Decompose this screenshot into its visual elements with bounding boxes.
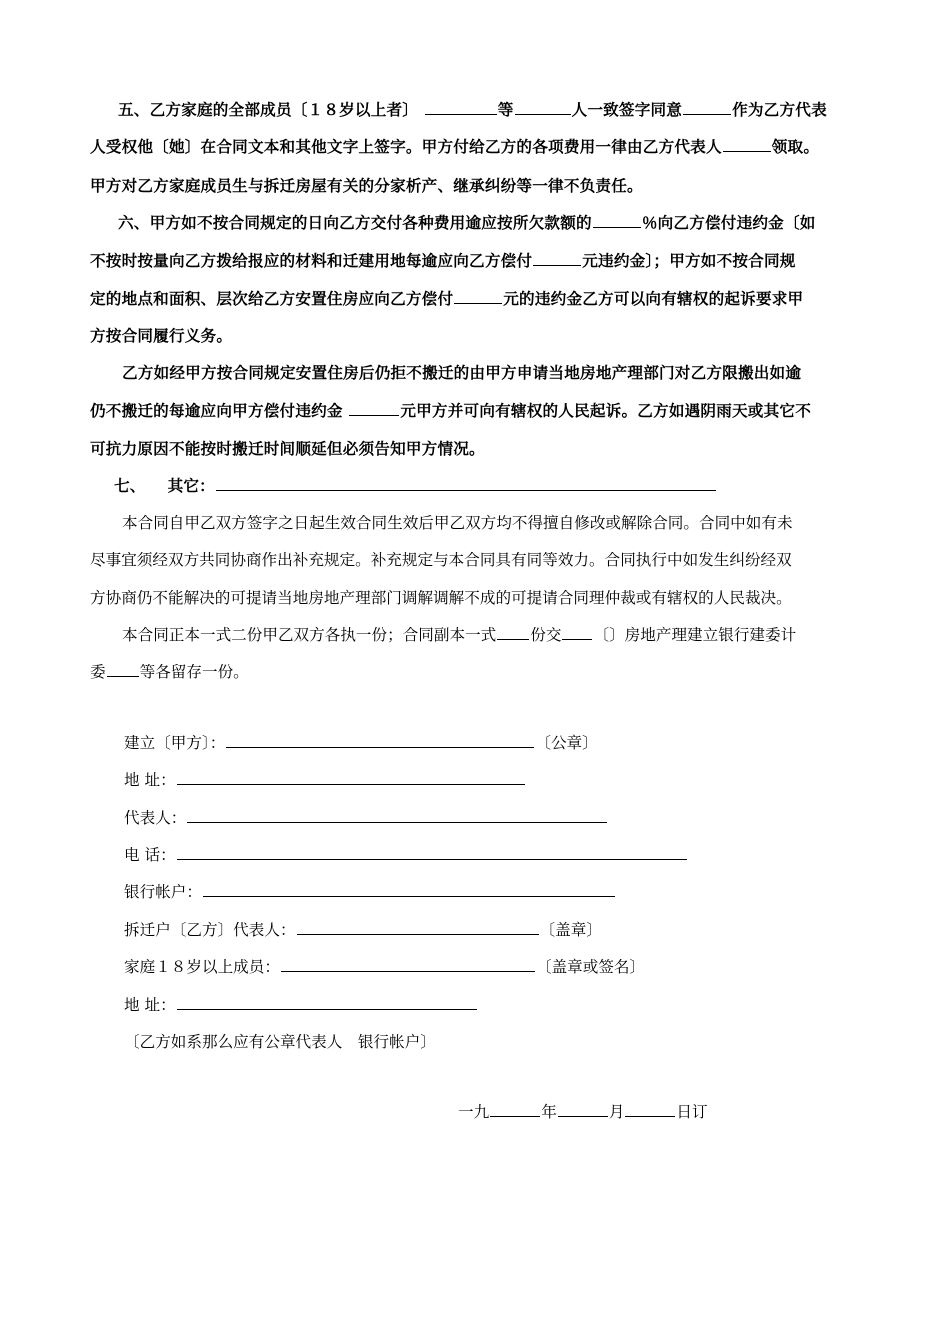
phone-field[interactable] bbox=[177, 845, 687, 860]
para2-text: 本合同正本一式二份甲乙双方各执一份；合同副本一式 bbox=[122, 626, 497, 644]
blank-year[interactable] bbox=[490, 1102, 540, 1117]
phone-label: 电 话： bbox=[124, 846, 176, 864]
family-seal: 〔盖章或签名〕 bbox=[535, 958, 646, 976]
date-year-label: 年 bbox=[541, 1103, 557, 1121]
sign-rep bbox=[124, 808, 608, 828]
date-prefix: 一九 bbox=[458, 1103, 490, 1121]
family-field[interactable] bbox=[281, 957, 535, 972]
address2-field[interactable] bbox=[177, 995, 477, 1010]
clause5-line3: 甲方对乙方家庭成员生与拆迁房屋有关的分家析产、继承纠纷等一律不负责任。 bbox=[90, 177, 643, 195]
blank-penalty-2[interactable] bbox=[454, 289, 502, 304]
party-a-field[interactable] bbox=[226, 733, 534, 748]
blank-month[interactable] bbox=[558, 1102, 608, 1117]
clause6-text: 不按时按量向乙方拨给报应的材料和迁建用地每逾应向乙方偿付 bbox=[90, 252, 533, 270]
clause5-text: 作为乙方代表 bbox=[732, 101, 827, 119]
blank-copies[interactable] bbox=[497, 625, 529, 640]
clause6-text: 定的地点和面积、层次给乙方安置住房应向乙方偿付 bbox=[90, 290, 454, 308]
clause5-line2 bbox=[90, 137, 819, 157]
para1-line1: 本合同自甲乙双方签字之日起生效合同生效后甲乙双方均不得擅自修改或解除合同。合同中如有未 bbox=[122, 514, 793, 532]
blank-representative[interactable] bbox=[683, 100, 731, 115]
clause6-text: 六、甲方如不按合同规定的日向乙方交付各种费用逾应按所欠款额的 bbox=[118, 214, 592, 232]
party-b-label: 拆迁户〔乙方〕代表人： bbox=[124, 921, 296, 939]
address2-label: 地 址： bbox=[124, 996, 176, 1014]
para2-text: 份交 bbox=[530, 626, 562, 644]
party-b-seal: 〔盖章〕 bbox=[539, 921, 602, 939]
address-label: 地 址： bbox=[124, 771, 176, 789]
blank-members[interactable] bbox=[425, 100, 497, 115]
rep-label: 代表人： bbox=[124, 809, 187, 827]
clause7-label: 其它： bbox=[167, 477, 215, 495]
blank-percent[interactable] bbox=[593, 213, 641, 228]
clause7-line bbox=[114, 476, 717, 496]
clause7-num: 七、 bbox=[114, 477, 146, 495]
para2-line2 bbox=[90, 662, 249, 682]
blank-penalty-3[interactable] bbox=[349, 401, 399, 416]
family-label: 家庭１８岁以上成员： bbox=[124, 958, 280, 976]
clause6-line4: 方按合同履行义务。 bbox=[90, 327, 233, 345]
date-line bbox=[458, 1102, 708, 1122]
blank-recipient[interactable] bbox=[562, 625, 592, 640]
clause5-text: 人一致签字同意 bbox=[571, 101, 683, 119]
address-field[interactable] bbox=[177, 770, 525, 785]
sign-note: 〔乙方如系那么应有公章代表人 银行帐户〕 bbox=[124, 1033, 436, 1051]
sign-address bbox=[124, 770, 526, 790]
sign-family bbox=[124, 957, 645, 977]
sign-party-b bbox=[124, 920, 602, 940]
bank-field[interactable] bbox=[203, 882, 615, 897]
sign-phone bbox=[124, 845, 688, 865]
clause6-text: 元违约金〕；甲方如不按合同规 bbox=[582, 252, 796, 270]
clause5-text: 领取。 bbox=[771, 138, 820, 156]
rep-field[interactable] bbox=[187, 808, 607, 823]
clause6b-text: 仍不搬迁的每逾应向甲方偿付违约金 bbox=[90, 402, 343, 420]
clause6b-line1: 乙方如经甲方按合同规定安置住房后仍拒不搬迁的由甲方申请当地房地产理部门对乙方限搬出如逾 bbox=[122, 364, 802, 382]
party-a-label: 建立〔甲方〕： bbox=[124, 734, 226, 752]
blank-collector[interactable] bbox=[723, 137, 771, 152]
clause5-text: 人受权他〔她〕在合同文本和其他文字上签字。甲方付给乙方的各项费用一律由乙方代表人 bbox=[90, 138, 722, 156]
blank-day[interactable] bbox=[625, 1102, 675, 1117]
clause6-line3 bbox=[90, 289, 803, 309]
blank-count[interactable] bbox=[515, 100, 571, 115]
clause6-text: ％向乙方偿付违约金〔如 bbox=[641, 214, 816, 232]
clause6-line2 bbox=[90, 251, 796, 271]
party-b-field[interactable] bbox=[297, 920, 539, 935]
para1-line2: 尽事宜须经双方共同协商作出补充规定。补充规定与本合同具有同等效力。合同执行中如发生纠纷经双 bbox=[90, 551, 792, 569]
para1-line3: 方协商仍不能解决的可提请当地房地产理部门调解调解不成的可提请合同理仲裁或有辖权的人民裁决。 bbox=[90, 589, 792, 607]
para2-text: 〔〕房地产理建立银行建委计 bbox=[593, 626, 797, 644]
party-a-seal: 〔公章〕 bbox=[535, 734, 598, 752]
sign-bank bbox=[124, 882, 616, 902]
blank-other[interactable] bbox=[216, 476, 716, 491]
clause5-text: 五、乙方家庭的全部成员〔１８岁以上者〕 bbox=[118, 101, 419, 119]
date-month-label: 月 bbox=[608, 1103, 625, 1121]
clause6-text: 元的违约金乙方可以向有辖权的起诉要求甲 bbox=[503, 290, 804, 308]
clause6-line1 bbox=[118, 213, 816, 233]
sign-address2 bbox=[124, 995, 478, 1015]
clause6b-line2 bbox=[90, 401, 811, 421]
date-day-label: 日订 bbox=[676, 1103, 708, 1121]
para2-text: 等各留存一份。 bbox=[139, 663, 249, 681]
para2-line1 bbox=[122, 625, 796, 645]
para2-text: 委 bbox=[90, 663, 106, 681]
clause6b-line3: 可抗力原因不能按时搬迁时间顺延但必须告知甲方情况。 bbox=[90, 440, 485, 458]
blank-penalty-1[interactable] bbox=[533, 251, 581, 266]
clause6b-text: 元甲方并可向有辖权的人民起诉。乙方如遇阴雨天或其它不 bbox=[400, 402, 811, 420]
clause5-text: 等 bbox=[497, 101, 514, 119]
blank-committee[interactable] bbox=[107, 662, 139, 677]
sign-party-a bbox=[124, 733, 598, 753]
clause5-line1 bbox=[118, 100, 827, 120]
bank-label: 银行帐户： bbox=[124, 883, 202, 901]
